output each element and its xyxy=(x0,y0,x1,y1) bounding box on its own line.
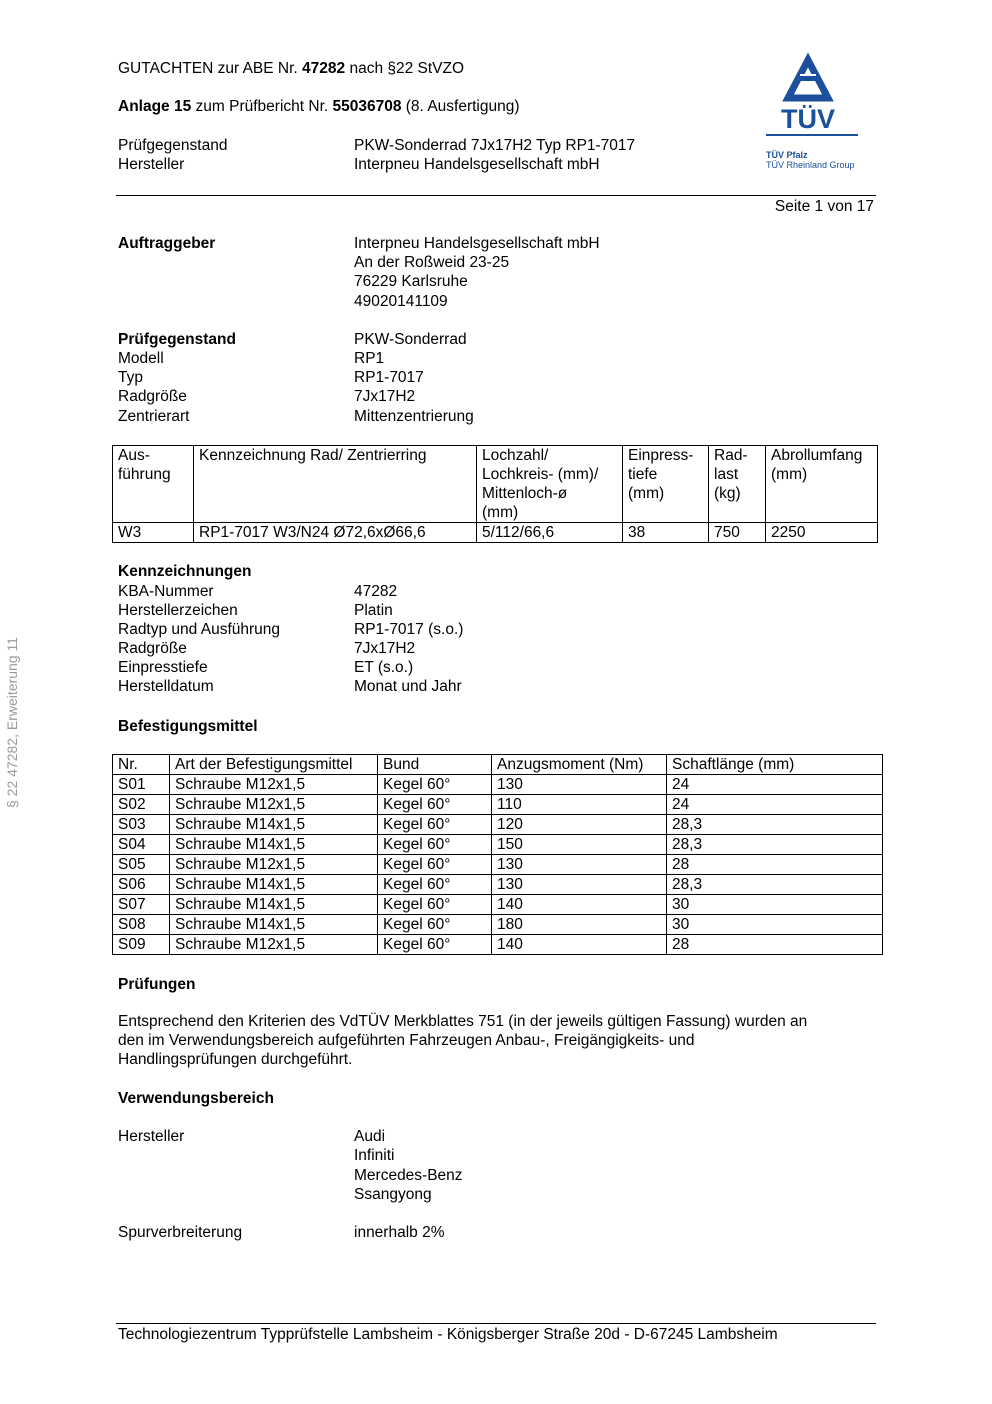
table-header-cell: Einpress- tiefe (mm) xyxy=(623,446,709,523)
side-annotation: § 22 47282, Erweiterung 11 xyxy=(4,637,20,808)
variant-table xyxy=(112,445,878,543)
attachment-line: Anlage 15 zum Prüfbericht Nr. 55036708 (8. Ausfertigung) xyxy=(118,98,520,115)
table-row: S05 Schraube M12x1,5 Kegel 60° 130 28 xyxy=(113,855,883,875)
table-row: S09 Schraube M12x1,5 Kegel 60° 140 28 xyxy=(113,935,883,955)
section-title: Prüfungen xyxy=(118,976,196,993)
table-header-cell: Abrollumfang (mm) xyxy=(766,446,878,523)
table-header-cell: Nr. xyxy=(113,755,170,775)
table-row: S01 Schraube M12x1,5 Kegel 60° 130 24 xyxy=(113,775,883,795)
table-header-cell: Art der Befestigungsmittel xyxy=(170,755,378,775)
table-cell: 2250 xyxy=(766,523,878,543)
table-header-row xyxy=(113,755,883,775)
table-cell: 750 xyxy=(709,523,766,543)
table-row: S06 Schraube M14x1,5 Kegel 60° 130 28,3 xyxy=(113,875,883,895)
report-title: GUTACHTEN zur ABE Nr. 47282 nach §22 StVZO xyxy=(118,60,465,77)
table-header-cell: Aus- führung xyxy=(113,446,194,523)
table-row: S02 Schraube M12x1,5 Kegel 60° 110 24 xyxy=(113,795,883,815)
table-row: S04 Schraube M14x1,5 Kegel 60° 150 28,3 xyxy=(113,835,883,855)
table-cell: 5/112/66,6 xyxy=(477,523,623,543)
logo-sub1: TÜV Pfalz xyxy=(766,150,808,160)
logo-sub2: TÜV Rheinland Group xyxy=(766,160,855,170)
page-number: Seite 1 von 17 xyxy=(774,198,874,215)
section-title: Kennzeichnungen xyxy=(118,563,252,580)
table-row: S07 Schraube M14x1,5 Kegel 60° 140 30 xyxy=(113,895,883,915)
table-cell: 38 xyxy=(623,523,709,543)
table-cell: W3 xyxy=(113,523,194,543)
table-header-cell: Kennzeichnung Rad/ Zentrierring xyxy=(194,446,477,523)
section-title: Befestigungsmittel xyxy=(118,718,258,735)
table-header-cell: Rad- last (kg) xyxy=(709,446,766,523)
table-row: S08 Schraube M14x1,5 Kegel 60° 180 30 xyxy=(113,915,883,935)
table-header-cell: Bund xyxy=(378,755,492,775)
footer-address: Technologiezentrum Typprüfstelle Lambsheim - Königsberger Straße 20d - D-67245 Lambsheim xyxy=(118,1326,778,1343)
table-header-cell: Lochzahl/ Lochkreis- (mm)/ Mittenloch-ø (mm) xyxy=(477,446,623,523)
fastener-table xyxy=(112,754,883,955)
footer-divider xyxy=(116,1323,876,1324)
table-cell: RP1-7017 W3/N24 Ø72,6xØ66,6 xyxy=(194,523,477,543)
table-row: S03 Schraube M14x1,5 Kegel 60° 120 28,3 xyxy=(113,815,883,835)
header-divider xyxy=(116,195,876,196)
logo-brand: TÜV xyxy=(781,104,835,134)
table-row xyxy=(113,523,878,543)
table-header-cell: Anzugsmoment (Nm) xyxy=(492,755,667,775)
table-header-row xyxy=(113,446,878,523)
table-header-cell: Schaftlänge (mm) xyxy=(667,755,883,775)
tests-paragraph: Entsprechend den Kriterien des VdTÜV Merkblattes 751 (in der jeweils gültigen Fassung) wurden an den im Verwendungsbereich aufgeführten Fahrzeugen Anbau-, Freigängigkeits- und Handlingsprüfungen durchgeführt. xyxy=(118,1013,808,1068)
section-title: Verwendungsbereich xyxy=(118,1090,274,1107)
tuev-logo xyxy=(760,52,882,172)
